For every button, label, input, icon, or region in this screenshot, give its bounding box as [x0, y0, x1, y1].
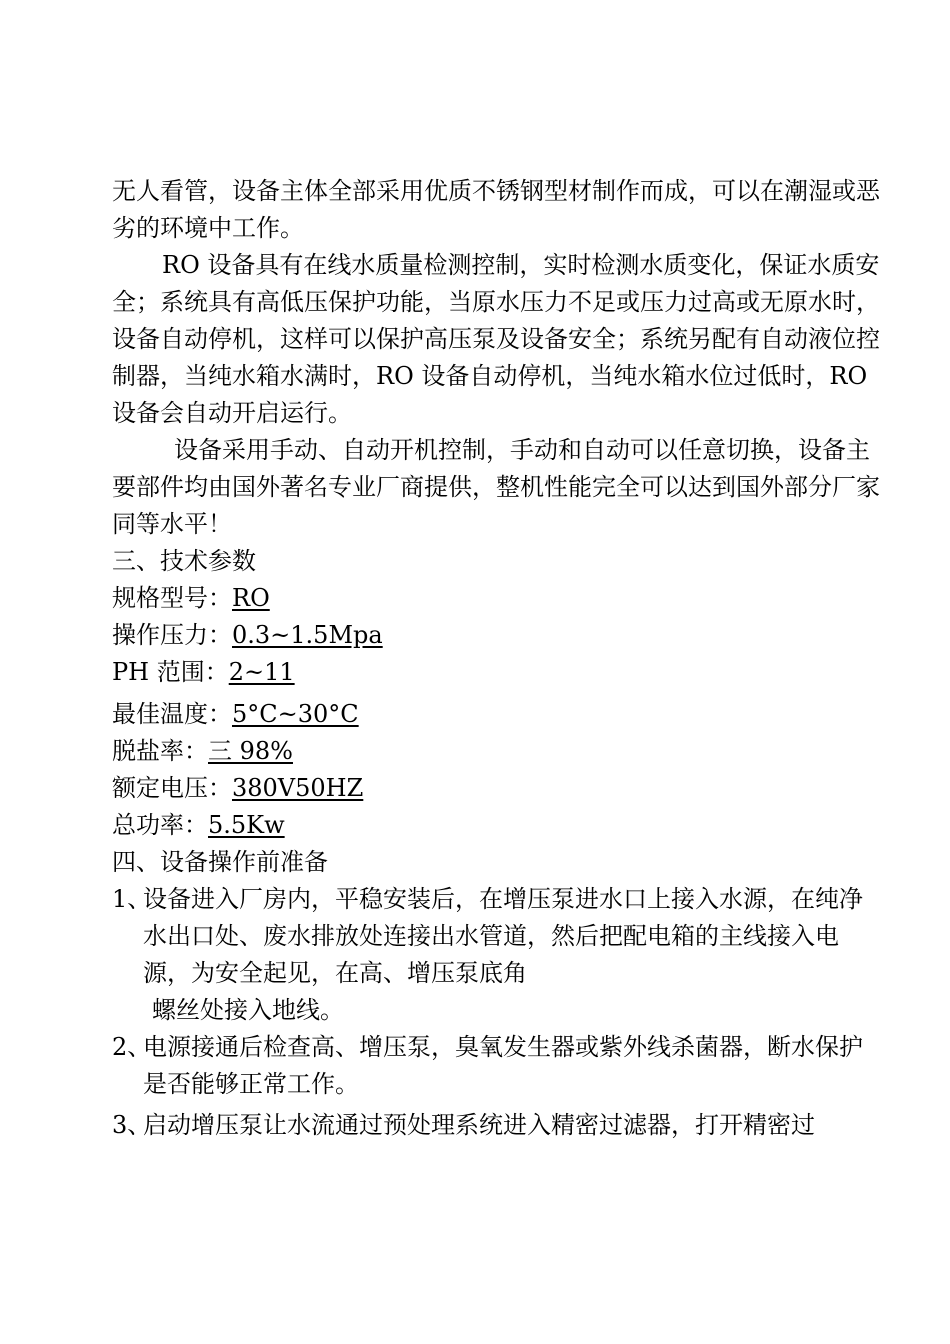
spec-value: 2~11	[228, 658, 295, 686]
list-item-2	[112, 1029, 882, 1103]
spec-label: PH 范围：	[112, 658, 229, 686]
spec-label: 脱盐率：	[112, 737, 208, 765]
section-heading-tech-params: 三、技术参数	[112, 547, 256, 575]
spec-label: 规格型号：	[112, 584, 232, 612]
spec-label: 操作压力：	[112, 621, 232, 649]
paragraph-intro-continued: 无人看管，设备主体全部采用优质不锈钢型材制作而成，可以在潮湿或恶劣的环境中工作。	[112, 177, 880, 242]
spec-row-ph	[112, 654, 882, 696]
list-number: 3、	[112, 1111, 152, 1139]
paragraph-ro-monitoring: RO 设备具有在线水质量检测控制，实时检测水质变化，保证水质安全；系统具有高低压保护功能，当原水压力不足或压力过高或无原水时，设备自动停机，这样可以保护高压泵及设备安全；系统另配有自动液位控制器，当纯水箱水满时，RO 设备自动停机，当纯水箱水位过低时，RO 设备会自动开启运行。	[112, 251, 880, 427]
spec-row-model	[112, 580, 882, 617]
list-item-3	[112, 1107, 882, 1144]
list-number: 1、	[112, 885, 152, 913]
list-item-1	[112, 881, 882, 992]
spec-value: 380V50HZ	[232, 774, 364, 802]
spec-row-desalination	[112, 733, 882, 770]
spec-label: 最佳温度：	[112, 700, 232, 728]
spec-row-power	[112, 807, 882, 844]
list-item-text: 启动增压泵让水流通过预处理系统进入精密过滤器，打开精密过	[143, 1111, 815, 1139]
paragraph-manual-auto-control: 设备采用手动、自动开机控制，手动和自动可以任意切换，设备主要部件均由国外著名专业厂商提供，整机性能完全可以达到国外部分厂家同等水平！	[112, 436, 880, 538]
spec-value: 5.5Kw	[208, 811, 285, 839]
document-page	[112, 173, 882, 1144]
spec-list	[112, 580, 882, 844]
list-item-text: 电源接通后检查高、增压泵，臭氧发生器或紫外线杀菌器，断水保护是否能够正常工作。	[143, 1033, 863, 1098]
spec-value: 三 98%	[208, 737, 293, 765]
spec-row-temperature	[112, 696, 882, 733]
spec-row-pressure	[112, 617, 882, 654]
spec-row-voltage	[112, 770, 882, 807]
spec-value: RO	[232, 584, 270, 612]
spec-value: 0.3~1.5Mpa	[232, 621, 383, 649]
list-number: 2、	[112, 1033, 152, 1061]
spec-value: 5°C~30°C	[232, 700, 359, 728]
list-item-continuation: 螺丝处接入地线。	[152, 996, 344, 1024]
spec-label: 总功率：	[112, 811, 208, 839]
numbered-list	[112, 881, 882, 1144]
list-item-text: 设备进入厂房内，平稳安装后，在增压泵进水口上接入水源，在纯净水出口处、废水排放处连接出水管道，然后把配电箱的主线接入电源，为安全起见，在高、增压泵底角	[143, 885, 863, 987]
spec-label: 额定电压：	[112, 774, 232, 802]
section-heading-pre-operation: 四、设备操作前准备	[112, 848, 328, 876]
